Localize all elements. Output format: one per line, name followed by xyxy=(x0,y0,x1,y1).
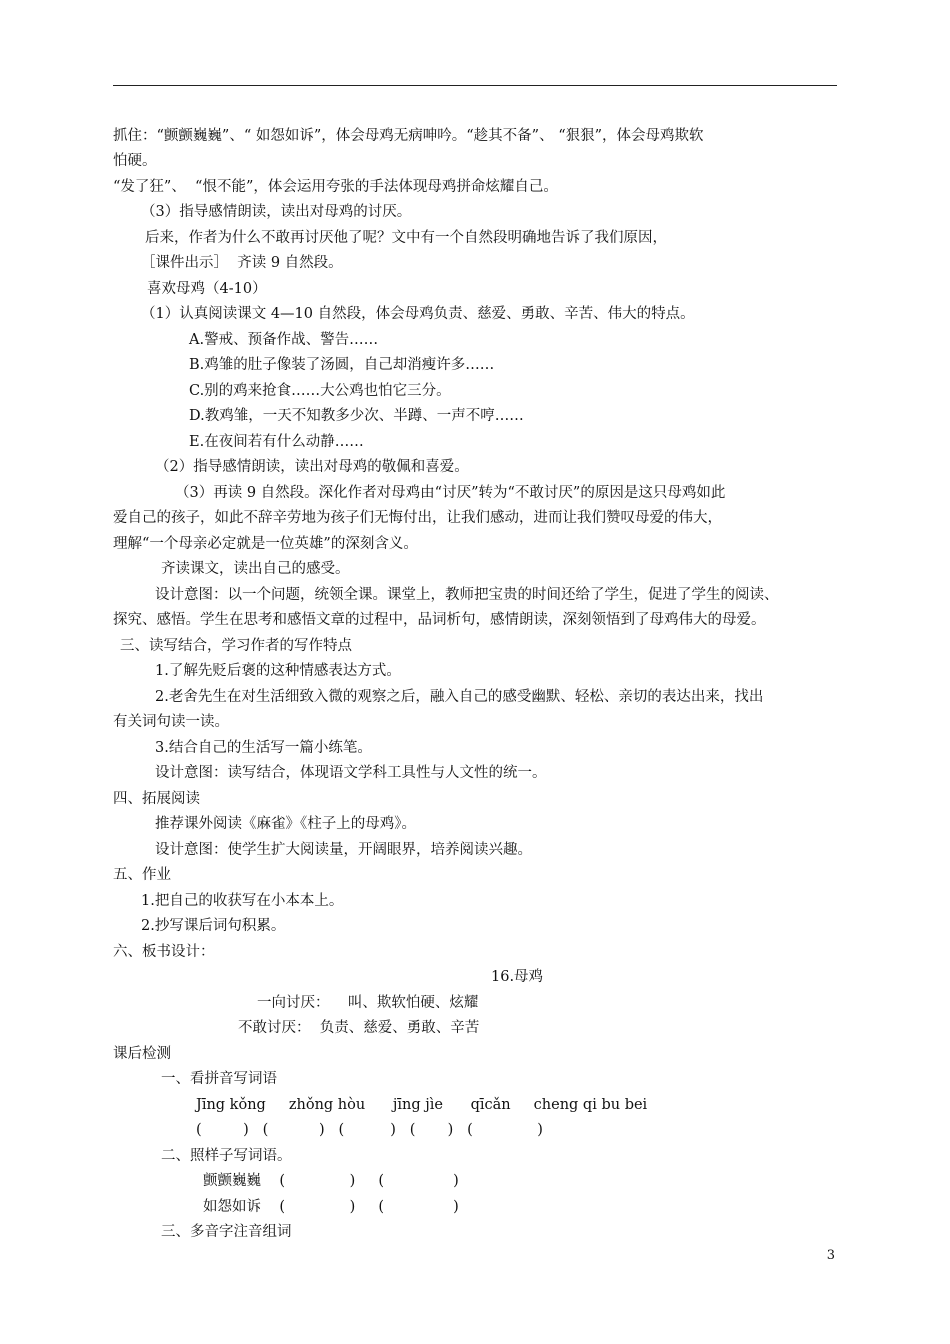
text-line: ［课件出示］ 齐读 9 自然段。 xyxy=(141,255,343,271)
text-line: 一向讨厌： 叫、欺软怕硬、炫耀 xyxy=(257,995,479,1011)
text-line: 怕硬。 xyxy=(113,153,157,169)
text-line: 2.老舍先生在对生活细致入微的观察之后，融入自己的感受幽默、轻松、亲切的表达出来，找出 xyxy=(155,689,764,705)
text-line: 有关词句读一读。 xyxy=(113,714,229,730)
text-line: 设计意图：读写结合，体现语文学科工具性与人文性的统一。 xyxy=(155,765,547,781)
text-line: C.别的鸡来抢食……大公鸡也怕它三分。 xyxy=(189,383,451,399)
text-line: 后来，作者为什么不敢再讨厌他了呢？文中有一个自然段明确地告诉了我们原因， xyxy=(145,230,667,246)
text-line: （3）再读 9 自然段。深化作者对母鸡由“讨厌”转为“不敢讨厌”的原因是这只母鸡如此 xyxy=(175,485,726,501)
text-line: Jīng kǒng zhǒng hòu jīng jìe qīcǎn cheng qi bu bei xyxy=(196,1097,648,1113)
text-line: “发了狂”、 “恨不能”，体会运用夸张的手法体现母鸡拼命炫耀自己。 xyxy=(113,179,558,195)
text-line: 颤颤巍巍 ( ) ( ) xyxy=(203,1173,459,1189)
text-line: 1.把自己的收获写在小本本上。 xyxy=(141,893,344,909)
text-line: 设计意图：以一个问题，统领全课。课堂上，教师把宝贵的时间还给了学生，促进了学生的阅读、 xyxy=(155,587,779,603)
text-line: 六、板书设计： xyxy=(113,944,215,960)
text-line: 课后检测 xyxy=(113,1046,171,1062)
text-line: （1）认真阅读课文 4—10 自然段，体会母鸡负责、慈爱、勇敢、辛苦、伟大的特点。 xyxy=(141,306,695,322)
text-line: 爱自己的孩子，如此不辞辛劳地为孩子们无悔付出，让我们感动，进而让我们赞叹母爱的伟大， xyxy=(113,510,722,526)
text-line: 四、拓展阅读 xyxy=(113,791,200,807)
text-line: B.鸡雏的肚子像装了汤圆，自己却消瘦许多…… xyxy=(189,357,495,373)
text-line: 三、读写结合，学习作者的写作特点 xyxy=(120,638,352,654)
text-line: 探究、感悟。学生在思考和感悟文章的过程中，品词析句，感情朗读，深刻领悟到了母鸡伟大的母爱。 xyxy=(113,612,766,628)
text-line: 1.了解先贬后褒的这种情感表达方式。 xyxy=(155,663,401,679)
text-line: 二、照样子写词语。 xyxy=(161,1148,292,1164)
text-line: 齐读课文，读出自己的感受。 xyxy=(161,561,350,577)
text-line: D.教鸡雏，一天不知教多少次、半蹲、一声不哼…… xyxy=(189,408,524,424)
text-line: 一、看拼音写词语 xyxy=(161,1071,277,1087)
text-line: E.在夜间若有什么动静…… xyxy=(189,434,364,450)
page-number: 3 xyxy=(826,1248,835,1263)
text-line: （2）指导感情朗读，读出对母鸡的敬佩和喜爱。 xyxy=(155,459,469,475)
text-line: ( ) ( ) ( ) ( ) ( ) xyxy=(196,1122,543,1138)
text-line: 喜欢母鸡（4-10） xyxy=(147,281,267,297)
text-line: 抓住：“颤颤巍巍”、“ 如怨如诉”，体会母鸡无病呻吟。“趁其不备”、 “狠狠”，体会母鸡欺软 xyxy=(113,128,704,144)
text-line: （3）指导感情朗读，读出对母鸡的讨厌。 xyxy=(141,204,412,220)
header-rule xyxy=(113,85,837,86)
text-line: 16.母鸡 xyxy=(491,969,544,985)
text-line: 2.抄写课后词句积累。 xyxy=(141,918,286,934)
text-line: 理解“一个母亲必定就是一位英雄”的深刻含义。 xyxy=(113,536,418,552)
text-line: 五、作业 xyxy=(113,867,171,883)
text-line: 设计意图：使学生扩大阅读量，开阔眼界，培养阅读兴趣。 xyxy=(155,842,532,858)
text-line: 如怨如诉 ( ) ( ) xyxy=(203,1199,459,1215)
text-line: 三、多音字注音组词 xyxy=(161,1224,292,1240)
text-line: 推荐课外阅读《麻雀》《柱子上的母鸡》。 xyxy=(155,816,416,832)
text-line: 不敢讨厌： 负责、慈爱、勇敢、辛苦 xyxy=(238,1020,480,1036)
text-line: A.警戒、预备作战、警告…… xyxy=(189,332,379,348)
text-line: 3.结合自己的生活写一篇小练笔。 xyxy=(155,740,372,756)
